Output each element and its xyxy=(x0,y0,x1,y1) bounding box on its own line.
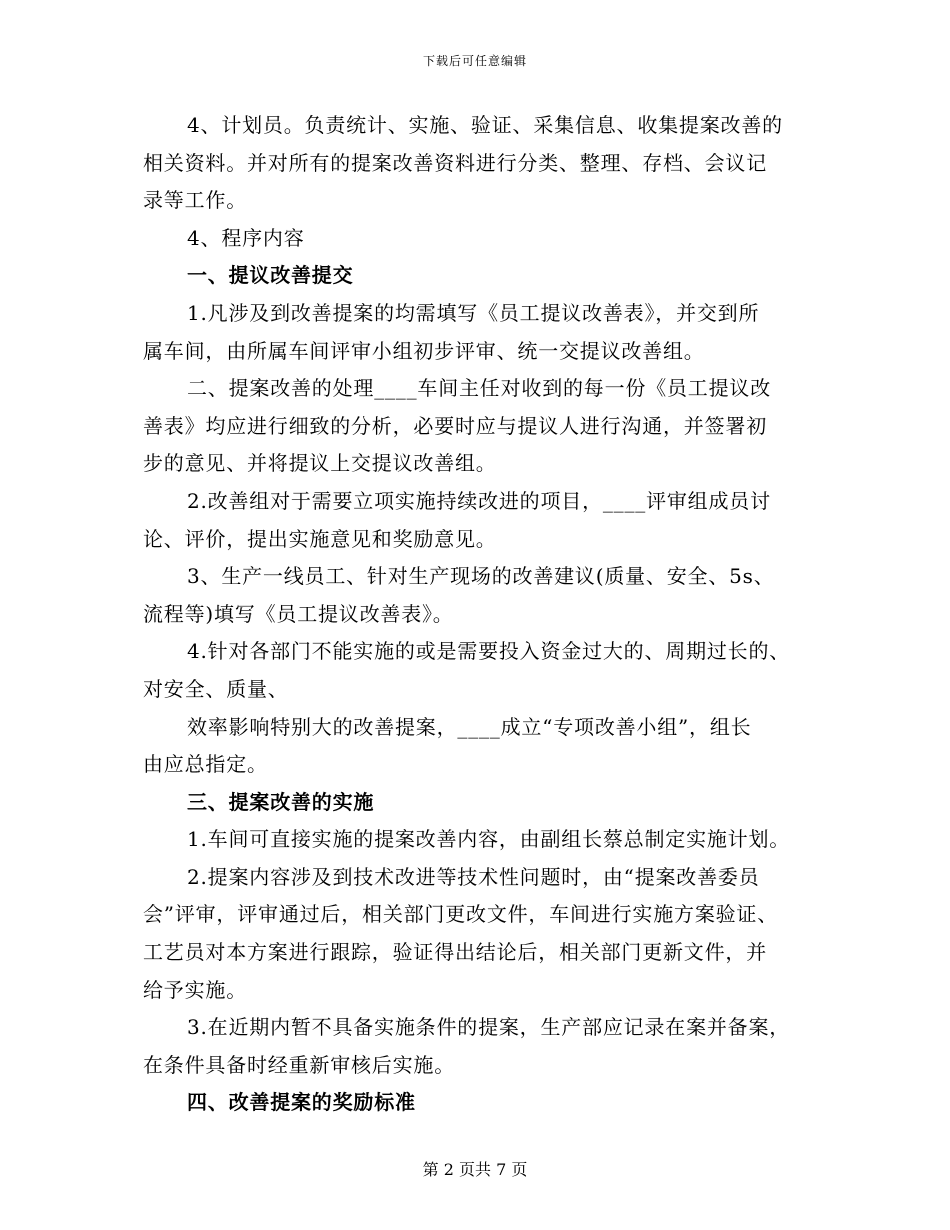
paragraph-line: 4.针对各部门不能实施的或是需要投入资金过大的、周期过长的、 xyxy=(187,639,791,664)
paragraph-line: 属车间，由所属车间评审小组初步评审、统一交提议改善组。 xyxy=(143,338,705,363)
paragraph-line: 3.在近期内暂不具备实施条件的提案，生产部应记录在案并备案， xyxy=(187,1015,791,1040)
paragraph-line: 1.凡涉及到改善提案的均需填写《员工提议改善表》，并交到所 xyxy=(187,300,760,325)
section-heading: 一、提议改善提交 xyxy=(187,263,354,288)
paragraph-line: 在条件具备时经重新审核后实施。 xyxy=(143,1052,455,1077)
paragraph-line: 录等工作。 xyxy=(143,188,247,213)
paragraph-line: 步的意见、并将提议上交提议改善组。 xyxy=(143,451,497,476)
section-heading: 四、改善提案的奖励标准 xyxy=(187,1090,416,1115)
paragraph-line: 2.改善组对于需要立项实施持续改进的项目，____评审组成员讨 xyxy=(187,488,771,513)
paragraph-line: 论、评价，提出实施意见和奖励意见。 xyxy=(143,526,497,551)
paragraph-line: 1.车间可直接实施的提案改善内容，由副组长蔡总制定实施计划。 xyxy=(187,827,791,852)
paragraph-line: 给予实施。 xyxy=(143,977,247,1002)
paragraph-line: 二、提案改善的处理____车间主任对收到的每一份《员工提议改 xyxy=(187,376,771,401)
paragraph-line: 善表》均应进行细致的分析，必要时应与提议人进行沟通，并签署初 xyxy=(143,413,767,438)
paragraph-line: 4、程序内容 xyxy=(187,225,305,250)
paragraph-line: 由应总指定。 xyxy=(143,752,268,777)
paragraph-line: 效率影响特别大的改善提案，____成立“专项改善小组”，组长 xyxy=(187,714,752,739)
paragraph-line: 2.提案内容涉及到技术改进等技术性问题时，由“提案改善委员 xyxy=(187,864,760,889)
paragraph-line: 工艺员对本方案进行跟踪，验证得出结论后，相关部门更新文件，并 xyxy=(143,940,767,965)
paragraph-line: 会”评审，评审通过后，相关部门更改文件，车间进行实施方案验证、 xyxy=(143,902,779,927)
paragraph-line: 相关资料。并对所有的提案改善资料进行分类、整理、存档、会议记 xyxy=(143,150,767,175)
paragraph-line: 对安全、质量、 xyxy=(143,676,289,701)
paragraph-line: 3、生产一线员工、针对生产现场的改善建议(质量、安全、5s、 xyxy=(187,564,775,589)
paragraph-line: 4、计划员。负责统计、实施、验证、采集信息、收集提案改善的 xyxy=(187,113,783,137)
page-header: 下载后可任意编辑 xyxy=(422,54,527,68)
page-footer: 第 2 页共 7 页 xyxy=(422,1160,528,1179)
section-heading: 三、提案改善的实施 xyxy=(187,789,375,814)
document-body xyxy=(143,107,808,1122)
paragraph-line: 流程等)填写《员工提议改善表》。 xyxy=(143,601,454,626)
